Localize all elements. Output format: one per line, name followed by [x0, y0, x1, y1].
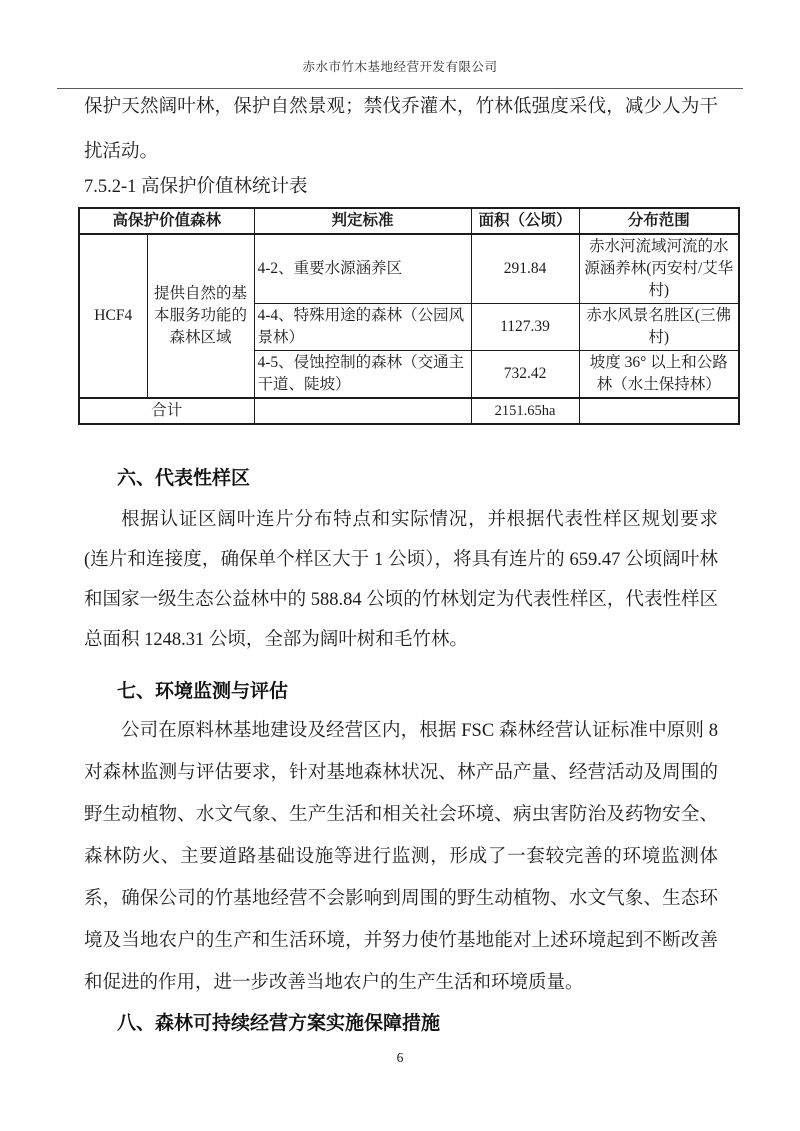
section-paragraph-representative-sample-area: 根据认证区阔叶连片分布特点和实际情况，并根据代表性样区规划要求(连片和连接度，确保单个样区大于 1 公顷），将具有连片的 659.47 公顷阔叶林和国家一级生态公益林中的 588.84 公顷的竹林划定为代表性样区，代表性样区总面积 1248.31 公顷，全部为阔叶树和毛竹林。: [84, 510, 718, 650]
area-cell: 1127.39: [471, 304, 579, 351]
col-header-hcv-forest: 高保护价值森林: [79, 208, 254, 234]
section-heading-implementation-safeguards: 八、森林可持续经营方案实施保障措施: [117, 1013, 441, 1034]
intro-paragraph: 保护天然阔叶林，保护自然景观；禁伐乔灌木，竹林低强度采伐，减少人为干扰活动。: [84, 97, 718, 162]
area-cell: 732.42: [471, 351, 579, 399]
distribution-cell: 赤水风景名胜区(三佛村): [579, 304, 739, 351]
total-area-cell: 2151.65ha: [471, 398, 579, 424]
total-label-cell: 合计: [79, 398, 254, 424]
distribution-cell: 赤水河流域河流的水源涵养林(丙安村/艾华村): [579, 234, 739, 304]
col-header-distribution: 分布范围: [579, 208, 739, 234]
hcv-statistics-table: [78, 207, 740, 425]
hcv-table-container: [78, 207, 740, 425]
col-header-criterion: 判定标准: [254, 208, 471, 234]
criterion-cell: 4-2、重要水源涵养区: [254, 234, 471, 304]
table-row: [79, 234, 739, 304]
page-number: 6: [396, 1050, 404, 1065]
section-heading-representative-sample-area: 六、代表性样区: [117, 468, 251, 489]
table-caption: 7.5.2-1 高保护价值林统计表: [84, 177, 308, 197]
section-paragraph-environmental-monitoring: 公司在原料林基地建设及经营区内，根据 FSC 森林经营认证标准中原则 8 对森林监测与评估要求，针对基地森林状况、林产品产量、经营活动及周围的野生动植物、水文气象、生产生活和相关社会环境、病虫害防治及药物安全、森林防火、主要道路基础设施等进行监测，形成了一套较完善的环境监测体系，确保公司的竹基地经营不会影响到周围的野生动植物、水文气象、生态环境及当地农户的生产和生活环境，并努力使竹基地能对上述环境起到不断改善和促进的作用，进一步改善当地农户的生产生活和环境质量。: [84, 721, 718, 993]
hcv-category-cell: 提供自然的基本服务功能的森林区域: [147, 234, 254, 398]
section-heading-environmental-monitoring: 七、环境监测与评估: [117, 681, 289, 702]
criterion-cell: 4-5、侵蚀控制的森林（交通主干道、陡坡）: [254, 351, 471, 399]
col-header-area: 面积（公顷）: [471, 208, 579, 234]
table-header-row: [79, 208, 739, 234]
total-distribution-cell: [579, 398, 739, 424]
table-total-row: [79, 398, 739, 424]
total-criterion-cell: [254, 398, 471, 424]
page-header-company: 赤水市竹木基地经营开发有限公司: [302, 60, 498, 74]
criterion-cell: 4-4、特殊用途的森林（公园风景林）: [254, 304, 471, 351]
distribution-cell: 坡度 36° 以上和公路林（水土保持林）: [579, 351, 739, 399]
area-cell: 291.84: [471, 234, 579, 304]
hcv-code-cell: HCF4: [79, 234, 147, 398]
